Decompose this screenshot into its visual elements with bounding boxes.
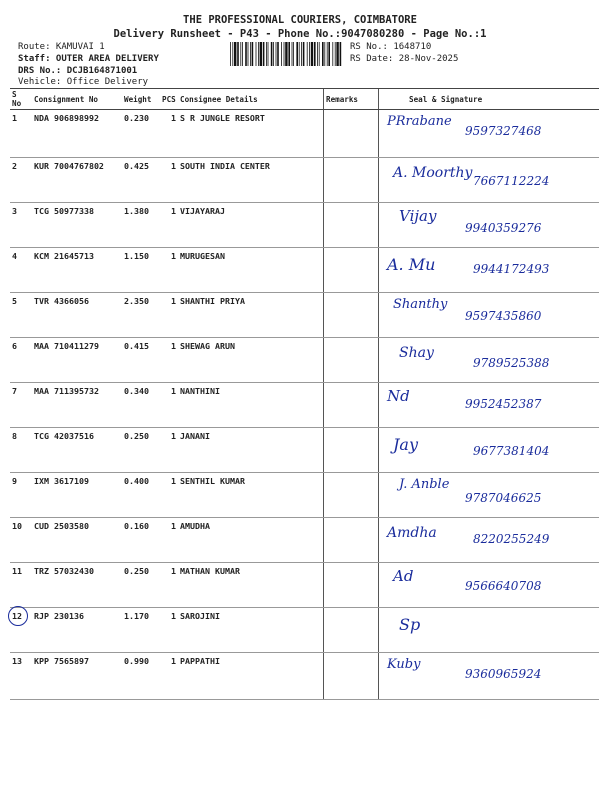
barcode-bar: [336, 42, 338, 66]
rs-number: RS No.: 1648710: [350, 42, 432, 52]
table-row: [10, 293, 599, 338]
rs-date: RS Date: 28-Nov-2025: [350, 54, 459, 64]
barcode-bar: [327, 42, 328, 66]
signature-name: J. Anble: [399, 477, 450, 492]
row-remarks: [324, 653, 379, 700]
barcode-bar: [248, 42, 249, 66]
table-row: [10, 518, 599, 563]
row-remarks: [324, 428, 379, 473]
row-pcs: 1: [160, 383, 178, 428]
row-consignee: SOUTH INDIA CENTER: [178, 158, 324, 203]
barcode-bar: [301, 42, 302, 66]
row-remarks: [324, 338, 379, 383]
barcode-bar: [311, 42, 313, 66]
row-consignment: TCG 42037516: [32, 428, 122, 473]
barcode-image: [230, 42, 342, 66]
table-row: [10, 428, 599, 473]
row-sno: 8: [10, 428, 32, 473]
row-signature: [379, 563, 600, 608]
row-remarks: [324, 203, 379, 248]
row-signature: [379, 110, 600, 158]
row-sno: 4: [10, 248, 32, 293]
barcode-bar: [284, 42, 285, 66]
col-consignment: Consignment No: [32, 89, 122, 110]
row-signature: [379, 293, 600, 338]
row-consignment: KCM 21645713: [32, 248, 122, 293]
table-row: [10, 473, 599, 518]
row-signature: [379, 338, 600, 383]
signature-phone: 9597435860: [465, 309, 542, 323]
row-pcs: 1: [160, 203, 178, 248]
col-remarks: Remarks: [324, 89, 379, 110]
signature-name: Kuby: [387, 657, 421, 672]
signature-phone: 9952452387: [465, 397, 542, 411]
barcode-bar: [328, 42, 330, 66]
row-remarks: [324, 518, 379, 563]
row-signature: [379, 473, 600, 518]
row-consignee: SHANTHI PRIYA: [178, 293, 324, 338]
barcode-bar: [230, 42, 231, 66]
row-consignment: CUD 2503580: [32, 518, 122, 563]
staff-label: Staff: OUTER AREA DELIVERY: [18, 54, 159, 64]
barcode-bar: [319, 42, 320, 66]
vehicle-label: Vehicle: Office Delivery: [18, 77, 149, 87]
row-signature: [379, 158, 600, 203]
row-pcs: 1: [160, 428, 178, 473]
signature-name: PRrabane: [387, 114, 452, 129]
row-consignment: MAA 711395732: [32, 383, 122, 428]
barcode-bar: [296, 42, 298, 66]
row-consignee: SENTHIL KUMAR: [178, 473, 324, 518]
table-header-row: [10, 89, 599, 110]
row-pcs: 1: [160, 110, 178, 158]
barcode-bar: [340, 42, 342, 66]
row-sno: 6: [10, 338, 32, 383]
col-signature: Seal & Signature: [379, 89, 600, 110]
row-consignment: KPP 7565897: [32, 653, 122, 700]
row-consignee: MURUGESAN: [178, 248, 324, 293]
row-consignee: NANTHINI: [178, 383, 324, 428]
row-consignment: MAA 710411279: [32, 338, 122, 383]
row-consignment: KUR 7004767802: [32, 158, 122, 203]
row-pcs: 1: [160, 338, 178, 383]
row-sno: 5: [10, 293, 32, 338]
row-weight: 0.340: [122, 383, 160, 428]
barcode-bar: [266, 42, 267, 66]
row-consignee: MATHAN KUMAR: [178, 563, 324, 608]
col-sno: S No: [10, 89, 32, 110]
barcode-bar: [303, 42, 305, 66]
row-sno: 9: [10, 473, 32, 518]
drs-label: DRS No.: DCJB164871001: [18, 66, 138, 76]
barcode-bar: [234, 42, 236, 66]
row-pcs: 1: [160, 563, 178, 608]
row-sno: 3: [10, 203, 32, 248]
row-pcs: 1: [160, 158, 178, 203]
signature-phone: 9566640708: [465, 579, 542, 593]
barcode-bar: [273, 42, 274, 66]
barcode-bar: [307, 42, 308, 66]
row-sno: 1: [10, 110, 32, 158]
ink-circle: [8, 606, 28, 626]
barcode-bar: [335, 42, 336, 66]
row-consignee: SAROJINI: [178, 608, 324, 653]
row-weight: 0.250: [122, 428, 160, 473]
barcode-bar: [263, 42, 265, 66]
row-remarks: [324, 248, 379, 293]
table-row: [10, 608, 599, 653]
row-consignee: JANANI: [178, 428, 324, 473]
row-weight: 0.415: [122, 338, 160, 383]
table-row: [10, 563, 599, 608]
barcode-bar: [281, 42, 282, 66]
barcode-bar: [309, 42, 310, 66]
signature-phone: 9789525388: [473, 356, 550, 370]
barcode-bar: [258, 42, 259, 66]
signature-name: Shanthy: [393, 297, 448, 312]
row-sno: 12: [10, 608, 32, 653]
barcode-bar: [268, 42, 269, 66]
barcode-bar: [260, 42, 262, 66]
barcode-bar: [242, 42, 243, 66]
signature-name: A. Moorthy: [393, 165, 473, 181]
barcode-bar: [256, 42, 257, 66]
row-consignment: TVR 4366056: [32, 293, 122, 338]
barcode-bar: [245, 42, 247, 66]
signature-name: Shay: [399, 345, 434, 361]
barcode-bar: [250, 42, 251, 66]
signature-phone: 9677381404: [473, 444, 550, 458]
barcode-bar: [322, 42, 324, 66]
row-pcs: 1: [160, 473, 178, 518]
signature-name: Jay: [393, 435, 418, 454]
signature-name: Vijay: [399, 207, 437, 225]
row-signature: [379, 653, 600, 700]
row-pcs: 1: [160, 518, 178, 563]
col-weight: Weight: [122, 89, 160, 110]
row-sno: 13: [10, 653, 32, 700]
row-signature: [379, 608, 600, 653]
barcode-bar: [232, 42, 233, 66]
barcode-bar: [292, 42, 293, 66]
barcode-bar: [240, 42, 241, 66]
runsheet-title: Delivery Runsheet - P43 - Phone No.:9047080280 - Page No.:1: [113, 28, 487, 40]
row-weight: 1.380: [122, 203, 160, 248]
barcode-bar: [317, 42, 318, 66]
signature-name: Amdha: [387, 525, 437, 541]
row-remarks: [324, 563, 379, 608]
barcode-bar: [237, 42, 239, 66]
signature-phone: 7667112224: [473, 174, 550, 188]
row-remarks: [324, 383, 379, 428]
row-pcs: 1: [160, 293, 178, 338]
route-label: Route: KAMUVAI 1: [18, 42, 105, 52]
signature-phone: 9787046625: [465, 491, 542, 505]
row-weight: 0.230: [122, 110, 160, 158]
barcode-bar: [324, 42, 325, 66]
runsheet-table: [10, 88, 599, 700]
barcode-bar: [288, 42, 290, 66]
row-sno: 7: [10, 383, 32, 428]
barcode-bar: [314, 42, 316, 66]
row-weight: 0.250: [122, 563, 160, 608]
row-consignee: AMUDHA: [178, 518, 324, 563]
signature-phone: 9944172493: [473, 262, 550, 276]
row-sno: 10: [10, 518, 32, 563]
table-row: [10, 158, 599, 203]
barcode-bar: [252, 42, 254, 66]
table-row: [10, 248, 599, 293]
row-weight: 2.350: [122, 293, 160, 338]
signature-name: Ad: [393, 567, 414, 585]
row-pcs: 1: [160, 653, 178, 700]
barcode-bar: [277, 42, 279, 66]
row-remarks: [324, 473, 379, 518]
table-row: [10, 653, 599, 700]
row-weight: 1.150: [122, 248, 160, 293]
table-row: [10, 338, 599, 383]
row-consignee: PAPPATHI: [178, 653, 324, 700]
row-consignment: TRZ 57032430: [32, 563, 122, 608]
row-consignment: IXM 3617109: [32, 473, 122, 518]
row-remarks: [324, 158, 379, 203]
barcode-bar: [271, 42, 273, 66]
row-signature: [379, 428, 600, 473]
signature-name: A. Mu: [387, 255, 436, 274]
col-pcs: PCS: [160, 89, 178, 110]
table-row: [10, 203, 599, 248]
signature-phone: 9360965924: [465, 667, 542, 681]
row-weight: 0.990: [122, 653, 160, 700]
signature-name: Sp: [399, 615, 421, 634]
row-sno: 11: [10, 563, 32, 608]
row-consignee: S R JUNGLE RESORT: [178, 110, 324, 158]
row-signature: [379, 203, 600, 248]
row-consignee: VIJAYARAJ: [178, 203, 324, 248]
table-row: [10, 110, 599, 158]
row-remarks: [324, 293, 379, 338]
barcode-bar: [293, 42, 294, 66]
row-weight: 1.170: [122, 608, 160, 653]
row-remarks: [324, 110, 379, 158]
signature-name: Nd: [387, 387, 410, 405]
signature-phone: 9597327468: [465, 124, 542, 138]
row-weight: 0.160: [122, 518, 160, 563]
row-weight: 0.425: [122, 158, 160, 203]
row-signature: [379, 518, 600, 563]
row-consignment: TCG 50977338: [32, 203, 122, 248]
row-consignment: RJP 230136: [32, 608, 122, 653]
table-row: [10, 383, 599, 428]
barcode-bar: [285, 42, 287, 66]
company-title: THE PROFESSIONAL COURIERS, COIMBATORE: [183, 14, 417, 26]
row-signature: [379, 248, 600, 293]
row-consignment: NDA 906898992: [32, 110, 122, 158]
row-pcs: 1: [160, 248, 178, 293]
signature-phone: 8220255249: [473, 532, 550, 546]
barcode-bar: [299, 42, 300, 66]
row-remarks: [324, 608, 379, 653]
barcode-bar: [332, 42, 333, 66]
row-weight: 0.400: [122, 473, 160, 518]
row-consignee: SHEWAG ARUN: [178, 338, 324, 383]
row-sno: 2: [10, 158, 32, 203]
row-pcs: 1: [160, 608, 178, 653]
row-signature: [379, 383, 600, 428]
barcode-bar: [276, 42, 277, 66]
signature-phone: 9940359276: [465, 221, 542, 235]
col-consignee: Consignee Details: [178, 89, 324, 110]
